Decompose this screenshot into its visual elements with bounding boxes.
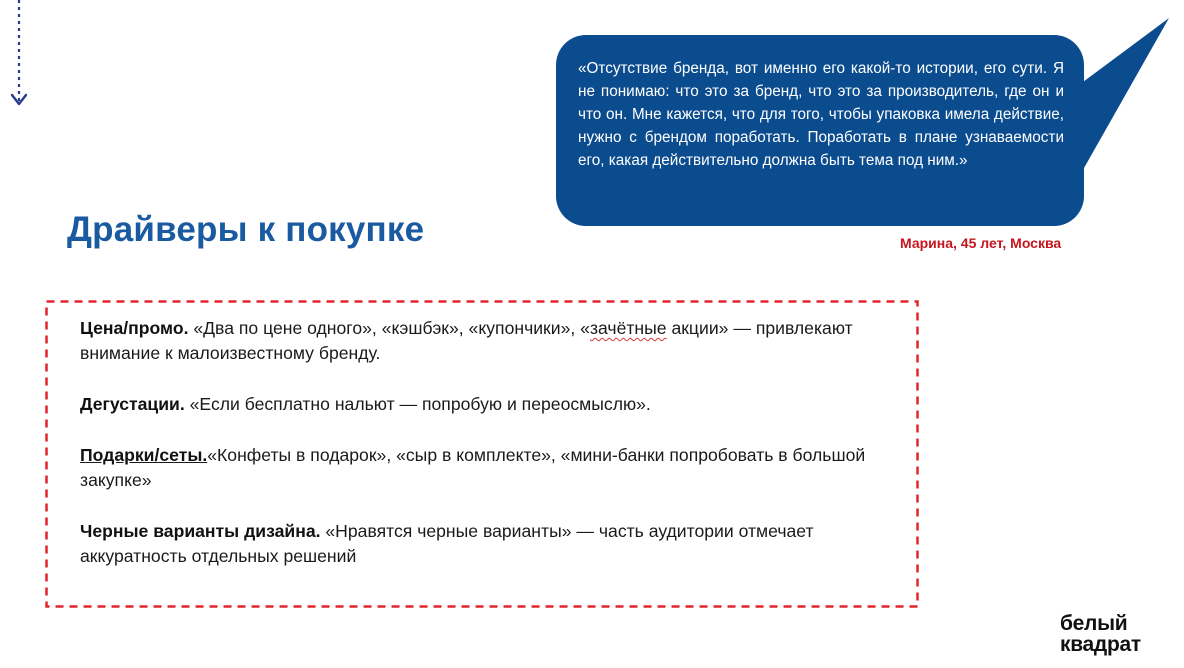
driver-text: «Нравятся черные варианты» — часть аудитории отмечает аккуратность отдельных решений (80, 521, 814, 566)
driver-text-spellcheck: зачётные (589, 318, 667, 338)
driver-label: Черные варианты дизайна. (80, 521, 321, 541)
driver-label: Дегустации. (80, 394, 185, 414)
driver-label: Подарки/сеты. (80, 445, 208, 465)
page-title: Драйверы к покупке (67, 210, 425, 249)
drivers-box (45, 300, 919, 608)
quote-text: «Отсутствие бренда, вот именно его какой-то истории, его сути. Я не понимаю: что это за бренд, что это за производитель, где он и что он. Мне кажется, что для того, чтобы упаковка имела действие, нужно с брендом поработать. Поработать в плане узнаваемости его, какая действительно должна быть тема под ним.» (578, 60, 1064, 169)
brand-logo (1060, 613, 1141, 655)
driver-item-black-design (80, 519, 900, 569)
drivers-list (80, 316, 900, 595)
driver-text: «Если бесплатно нальют — попробую и переосмыслю». (184, 394, 651, 414)
quote-bubble (556, 18, 1172, 228)
driver-item-gifts-sets (80, 443, 900, 493)
driver-text: акции» — привлекают внимание к малоизвестному бренду. (80, 318, 853, 363)
quote-bubble-body (556, 35, 1084, 226)
dotted-down-arrow-icon (8, 0, 30, 114)
driver-item-tasting (80, 392, 900, 417)
quote-attribution: Марина, 45 лет, Москва (900, 235, 1062, 251)
logo-line-2: квадрат (1060, 633, 1141, 656)
driver-item-price-promo (80, 316, 900, 366)
logo-line-1: белый (1060, 612, 1128, 635)
driver-text: «Два по цене одного», «кэшбэк», «купончики», « (188, 318, 590, 338)
driver-text: «Конфеты в подарок», «сыр в комплекте», «мини-банки попробовать в большой закупке» (80, 445, 866, 490)
driver-label: Цена/промо. (80, 318, 189, 338)
